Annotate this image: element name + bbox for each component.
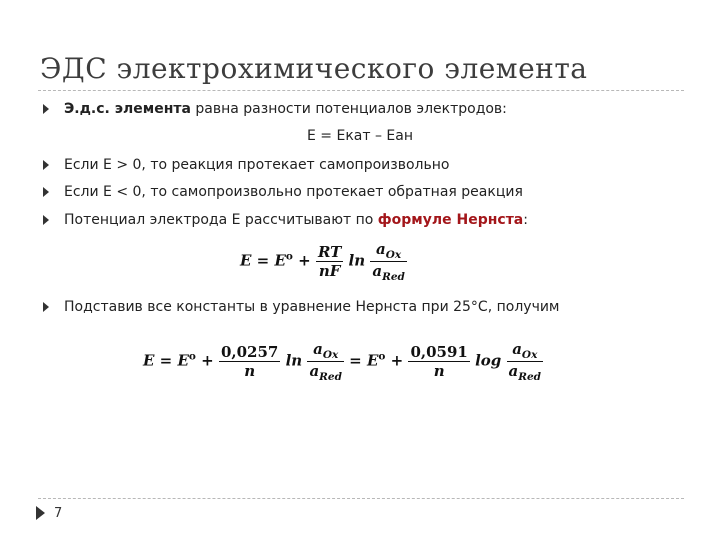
bullet-arrow-icon (43, 302, 49, 312)
bullet-emf-definition (64, 101, 507, 117)
nernst-intro-text: Потенциал электрода E рассчитывают по (64, 212, 378, 228)
nernst-formula: $E = E^o$ + $\frac{RT}{nF}$ ln $\frac{a_{Ox}}{a_{Red}}$ (240, 240, 405, 283)
bullet-negative-e: Если E < 0, то самопроизвольно протекает обратная реакция (64, 184, 523, 200)
nernst-activity-ratio: $\frac{a_{Ox}}{a_{Red}}$ (372, 240, 405, 283)
bullet-arrow-icon (43, 187, 49, 197)
footer-divider (38, 498, 684, 499)
emf-term: Э.д.с. элемента (64, 101, 191, 117)
bullet-arrow-icon (43, 215, 49, 225)
emf-definition-text: равна разности потенциалов электродов: (190, 101, 507, 117)
coef-0591-over-n: $\frac{0,0591}{n}$ (410, 343, 468, 380)
slide-title: ЭДС электрохимического элемента (40, 52, 588, 85)
emf-equation: E = Eкат – Eан (307, 128, 413, 144)
nernst-intro-colon: : (523, 212, 528, 228)
title-divider (38, 90, 684, 91)
nernst-formula-link[interactable]: формуле Нернста (377, 212, 524, 228)
bullet-nernst-intro (64, 212, 528, 228)
bullet-arrow-icon (43, 160, 49, 170)
numeric-nernst-formula: $E = E^o$ + $\frac{0,0257}{n}$ ln $\frac{a_{Ox}}{a_{Red}}$ = $E^o$ + $\frac{0,0591}{n}$ log $\frac{a_{Ox}}{a_{Red}}$ (143, 340, 542, 383)
bullet-positive-e: Если E > 0, то реакция протекает самопроизвольно (64, 157, 450, 173)
page-marker-icon (36, 506, 45, 520)
activity-ratio-ln: $\frac{a_{Ox}}{a_{Red}}$ (309, 340, 342, 383)
nernst-rt-over-nf: $\frac{RT}{nF}$ (317, 243, 342, 280)
coef-0257-over-n: $\frac{0,0257}{n}$ (220, 343, 279, 380)
bullet-arrow-icon (43, 104, 49, 114)
bullet-substitute-constants: Подставив все константы в уравнение Нернста при 25°C, получим (64, 299, 560, 315)
page-number: 7 (54, 506, 63, 521)
activity-ratio-log: $\frac{a_{Ox}}{a_{Red}}$ (508, 340, 542, 383)
